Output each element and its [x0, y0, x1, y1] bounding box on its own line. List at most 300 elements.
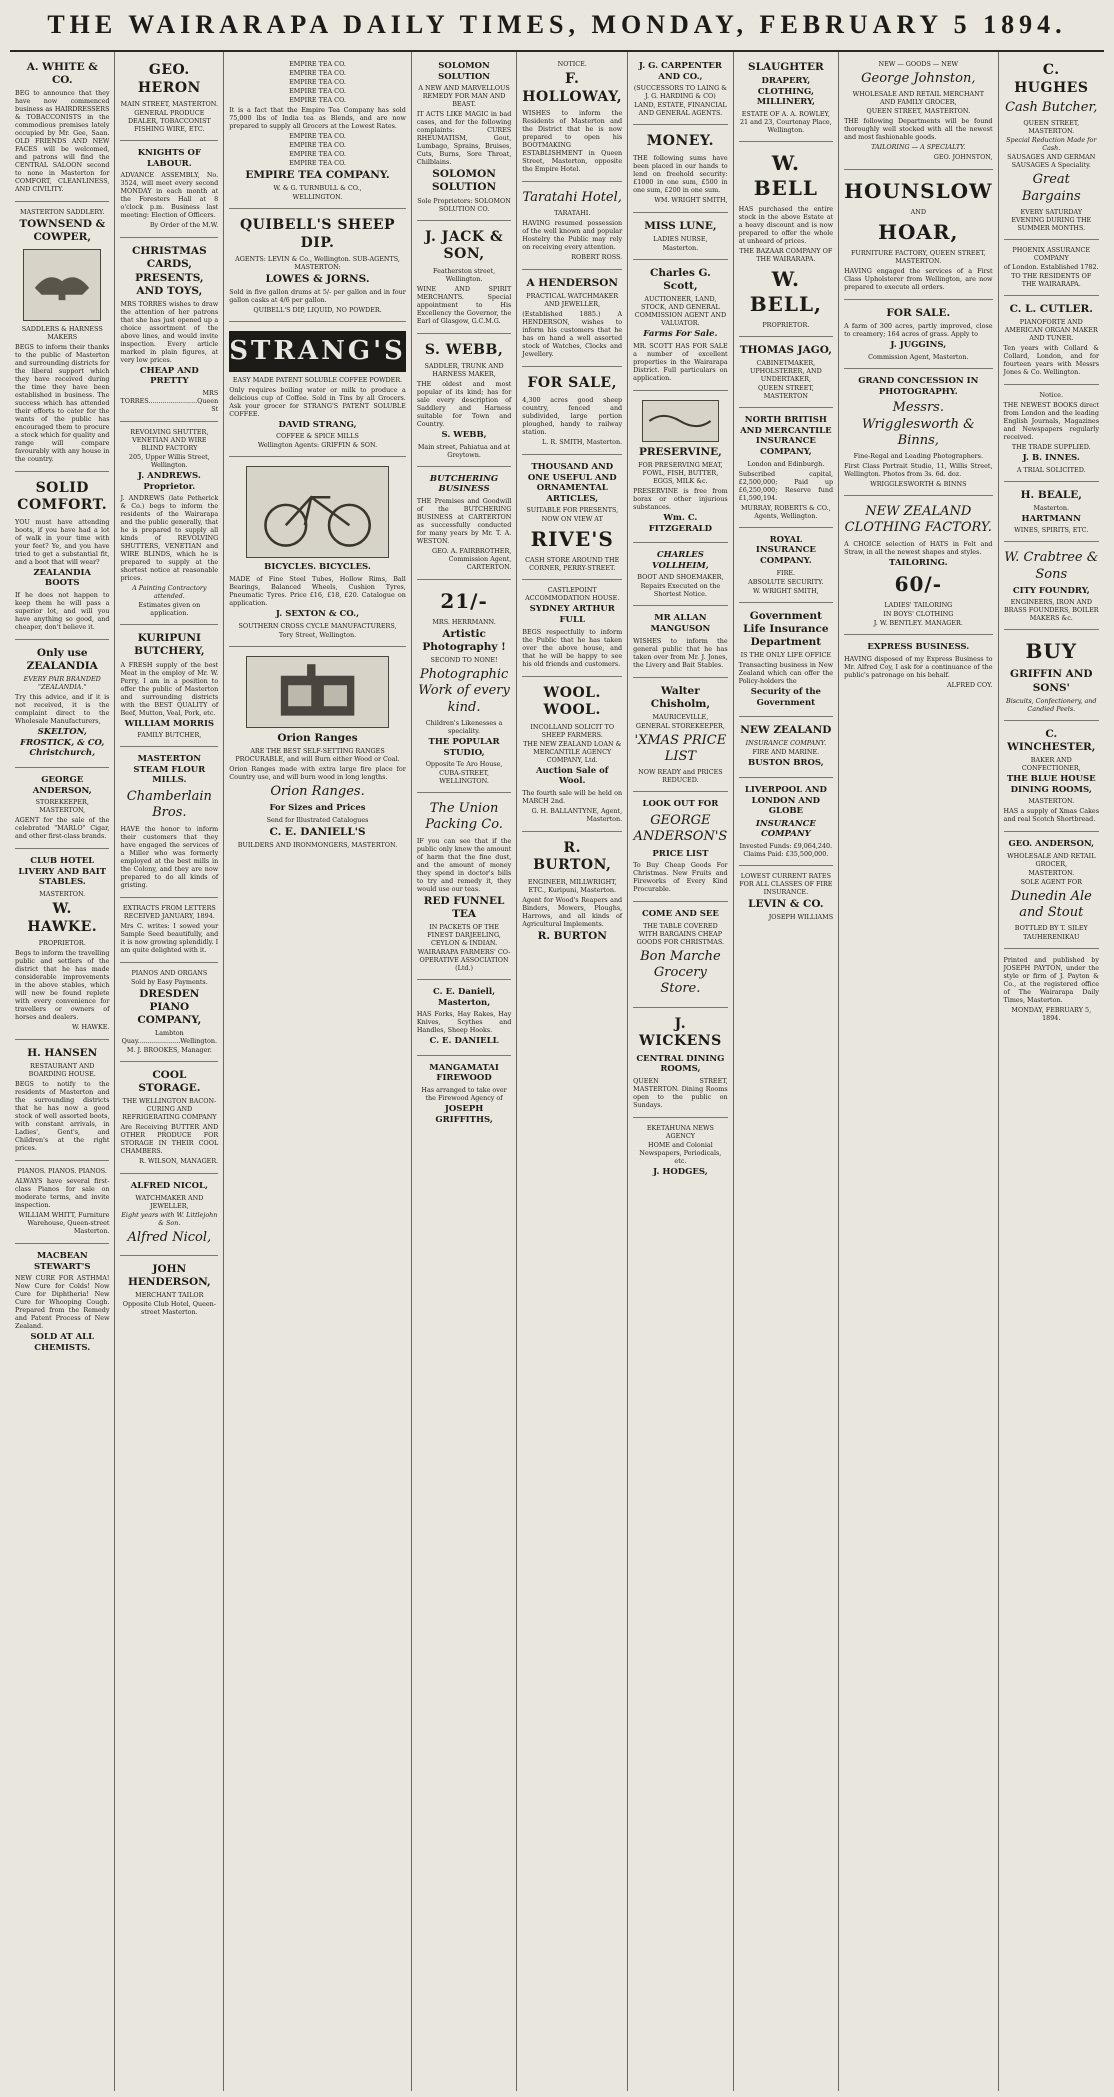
column-6: [628, 52, 733, 2091]
ad-repeat: EMPIRE TEA CO.: [289, 159, 346, 167]
ad-body: ABSOLUTE SECURITY.: [748, 577, 824, 586]
ad-phoenix-assurance: [1004, 240, 1099, 296]
ad-title: FOR SALE,: [527, 375, 617, 392]
ad-city: BUILDERS AND IRONMONGERS, MASTERTON.: [237, 840, 398, 849]
ad-notice-books: [1004, 385, 1099, 482]
ad-sign: ROBERT ROSS.: [571, 253, 623, 262]
ad-body: ADVANCE ASSEMBLY, No. 3524, will meet every second MONDAY in each month at the Foresters Hall at 8 o'clock p.m. Business last meeting: Election of Officers.: [120, 171, 219, 220]
ad-city: WELLINGTON.: [292, 193, 343, 202]
ad-title: The Union Packing Co.: [425, 801, 503, 833]
ad-body: It is a fact that the Empire Tea Company has sold 75,000 lbs of India tea as Blends, and are now prepared to supply all Grocers at the Lowest Rates.: [229, 106, 406, 130]
bicycle-illustration: [246, 466, 389, 558]
ad-name: R. BURTON: [537, 929, 607, 942]
ad-name: WILLIAM MORRIS: [124, 718, 215, 729]
ad-sub: PRICE LIST: [652, 848, 709, 859]
ad-name: SYDNEY ARTHUR FULL: [529, 604, 615, 625]
ad-repeat: EMPIRE TEA CO.: [289, 150, 346, 158]
ad-bicycles: [229, 457, 406, 646]
ad-sub: FURNITURE FACTORY, QUEEN STREET, MASTERTON.: [851, 249, 986, 266]
ad-body: ALWAYS have several first-class Pianos for sale on moderate terms, and invite inspection.: [15, 1177, 110, 1210]
ad-revolving-shutter: [120, 422, 218, 625]
ad-body: QUEEN STREET, MASTERTON. Dining Rooms open to the public on Sundays.: [633, 1076, 728, 1109]
ad-body: Mrs C. writes: I sowed your Sample Seed beautifully, and it is now growing splendidly. I am quite delighted with it.: [120, 921, 219, 954]
ad-sign: L. R. SMITH, Masterton.: [542, 437, 623, 446]
ad-sub: ARE THE BEST SELF-SETTING RANGES PROCURABLE, and will Burn either Wood or Coal.: [235, 746, 400, 763]
ad-griffin-sons: [1004, 630, 1099, 720]
ad-sub: LADIES NURSE,: [653, 234, 708, 243]
ad-body: AGENT for the sale of the celebrated "MARLO" Cigar, and other first-class brands.: [15, 816, 110, 841]
ad-name: SKELTON, FROSTICK, & CO, Christchurch,: [20, 727, 105, 759]
ad-rives: [522, 455, 622, 581]
ad-title: QUIBELL'S SHEEP DIP.: [239, 217, 396, 251]
ad-a-white: [15, 54, 109, 202]
ad-city: QUEEN STREET, MASTERTON: [758, 384, 814, 401]
ad-miss-lune: [633, 213, 727, 260]
column-8: [839, 52, 998, 2091]
ad-butchering-business: [417, 467, 511, 580]
ad-herrmann-photography: [417, 580, 511, 793]
ad-sub: 205, Upper Willis Street, Wellington.: [128, 453, 210, 469]
ad-repeat: EMPIRE TEA CO.: [289, 69, 346, 77]
ad-solid-comfort: [15, 472, 109, 640]
masthead: THE WAIRARAPA DAILY TIMES, MONDAY, FEBRUARY 5 1894.: [10, 10, 1104, 52]
ad-title: NEW ZEALAND CLOTHING FACTORY.: [844, 504, 992, 536]
ad-sub: WATCHMAKER AND JEWELLER,: [135, 1193, 204, 1210]
ad-title: BUY: [1025, 639, 1078, 664]
ad-sub: SUITABLE FOR PRESENTS,: [526, 506, 619, 515]
ad-sub: RED FUNNEL TEA: [423, 894, 505, 920]
ad-title: THOMAS JAGO,: [739, 344, 832, 356]
ad-sign: G. H. BALLANTYNE, Agent, Masterton.: [531, 806, 623, 823]
ad-sub: SADDLERS & HARNESS MAKERS: [21, 324, 103, 341]
ad-sub: Special Reduction Made for Cash.: [1006, 136, 1097, 153]
ad-body: A FRESH supply of the best Meat in the employ of Mr. W. Perry, I am in a position to offer the public of Masterton and surrounding districts with the BEST QUALITY of Beef, Mutton, Veal, Pork, etc.: [120, 660, 219, 717]
ad-sign: GEO. JOHNSTON,: [933, 153, 993, 162]
ad-body: SOLE AGENT FOR: [1020, 877, 1082, 886]
columns: [10, 52, 1104, 2091]
ad-sub: PIANOFORTE AND AMERICAN ORGAN MAKER AND TUNER.: [1004, 317, 1098, 342]
ad-geo-anderson-grocer: [1004, 832, 1099, 949]
ad-title: NEW ZEALAND: [740, 724, 832, 737]
ad-title: LIVERPOOL AND LONDON AND GLOBE: [744, 784, 827, 817]
ad-name: MRS. HERRMANN.: [432, 617, 496, 626]
ad-title: NORTH BRITISH AND MERCANTILE INSURANCE COMPANY,: [740, 415, 832, 457]
banner-icon: [646, 403, 714, 439]
ad-city: QUEEN STREET, MASTERTON.: [866, 107, 971, 116]
ad-quibell-dip: [229, 209, 406, 322]
ad-title: DRESDEN PIANO COMPANY,: [137, 987, 202, 1026]
ad-charles-scott: [633, 260, 727, 391]
column-7: [734, 52, 839, 2091]
ad-body: (Established 1885.) A HENDERSON, wishes to inform his customers that he has on hand a well assorted stock of Watches, Clocks and Jewellery.: [522, 310, 623, 359]
ad-dresden-piano: [120, 963, 218, 1062]
ad-script: Dunedin Ale and Stout: [1010, 888, 1092, 920]
ad-title: W. BELL: [753, 151, 818, 200]
saddle-icon: [28, 253, 96, 316]
ad-cool-storage: [120, 1062, 218, 1174]
ad-preservine: [633, 391, 727, 543]
ad-foot: SOLD AT ALL CHEMISTS.: [30, 1332, 95, 1353]
ad-title: REVOLVING SHUTTER, VENETIAN AND WIRE BLIND FACTORY: [130, 428, 209, 452]
ad-title: SLAUGHTER: [748, 61, 824, 73]
ad-foot: IN BOYS' CLOTHING: [883, 610, 954, 619]
ad-liverpool-london: [739, 778, 833, 866]
ad-sub: ZEALANDIA BOOTS: [33, 567, 92, 589]
ad-body: 4,300 acres good sheep country, fenced and subdivided, large portion ploughed, handy to railway station.: [522, 395, 623, 436]
ad-mangamatai-firewood: [417, 1056, 511, 1134]
ad-body: THE NEWEST BOOKS direct from London and the leading English Journals, Magazines and Newspapers regularly received.: [1003, 400, 1099, 441]
ad-body-2: If he does not happen to keep them he will pass a superior lot, and will you have anything so good, and cheaper, don't believe it.: [15, 590, 110, 631]
ad-for-sale-land: [522, 367, 622, 455]
ad-tailoring: TAILORING — A SPECIALTY.: [871, 143, 966, 152]
ad-studio: THE POPULAR STUDIO,: [428, 736, 500, 758]
ad-studio-sub: Opposite Te Aro House,: [425, 760, 503, 769]
ad-title: ALFRED NICOL,: [130, 1181, 208, 1192]
ad-taratahi-hotel: [522, 182, 622, 270]
ad-body: NOW ON VIEW AT: [541, 515, 603, 524]
ad-foot: QUIBELL'S DIP, LIQUID, NO POWDER.: [253, 306, 382, 315]
ad-repeat: EMPIRE TEA CO.: [289, 141, 346, 149]
ad-s-webb: [417, 334, 511, 467]
ad-strangs: [229, 322, 406, 457]
ad-title: KNIGHTS OF LABOUR.: [137, 148, 201, 169]
ad-sub: TARATAHI.: [554, 209, 591, 218]
ad-body: MRS TORRES wishes to draw the attention of her patrons that she has just opened up a choice assortment of the above lines, and would invite inspection. Every article marked in plain figures, at very low prices.: [120, 299, 219, 364]
ad-sub: ENGINEER, MILLWRIGHT, ETC., Kuripuni, Masterton.: [527, 877, 617, 894]
ad-sub: EVERY PAIR BRANDED "ZEALANDIA.": [23, 675, 101, 691]
ad-title-2: HOAR,: [878, 220, 959, 245]
ad-title: J. G. CARPENTER AND CO.,: [638, 61, 722, 82]
ad-name: Sole Proprietors: SOLOMON SOLUTION CO.: [417, 196, 511, 213]
ad-title: Taratahi Hotel,: [522, 190, 622, 205]
ad-body: THE following Departments will be found thoroughly well stocked with all the newest and most fashionable goods.: [844, 117, 993, 142]
ad-sub: W. & G. TURNBULL & CO.,: [273, 184, 362, 193]
saddle-illustration: [23, 249, 101, 321]
ad-george-anderson: [15, 768, 109, 849]
ad-sub: A NEW AND MARVELLOUS REMEDY FOR MAN AND BEAST.: [418, 84, 510, 109]
ad-sign: By Order of the M.W.: [149, 221, 219, 230]
ad-body: HAVE the honor to inform their customers that they have engaged the services of a Miller who was formerly employed at the best mills in the Colony, and they are now prepared to do all kinds of gristing.: [120, 824, 219, 889]
ad-c-hughes: [1004, 54, 1099, 240]
ad-title: COOL STORAGE.: [138, 1068, 201, 1094]
ad-new-zealand-insurance: [739, 717, 833, 778]
ad-name: J. JUGGINS,: [890, 340, 947, 351]
ad-alfred-nicol: [120, 1174, 218, 1256]
ad-name: DAVID STRANG,: [278, 419, 357, 430]
ad-knights-labour: [120, 141, 218, 238]
ad-title: W. Crabtree & Sons: [1004, 550, 1099, 582]
ad-price: 21/-: [440, 588, 488, 613]
ad-title: LOWEST CURRENT RATES FOR ALL CLASSES OF FIRE INSURANCE.: [739, 872, 833, 896]
ad-body: Try this advice, and if it is not received, it is the complaint direct to the Wholesale Manufacturers,: [15, 693, 110, 725]
ad-title: MR ALLAN MANGUSON: [650, 613, 711, 634]
ad-title: BICYCLES. BICYCLES.: [264, 562, 371, 573]
ad-title: SOLID COMFORT.: [17, 479, 108, 513]
ad-body: Photographic Work of every kind.: [418, 667, 510, 715]
ad-city: MASTERTON.: [1028, 797, 1075, 806]
ad-zealandia: [15, 640, 109, 768]
ad-title: MISS LUNE,: [644, 219, 717, 232]
ad-sub: SOUTHERN CROSS CYCLE MANUFACTURERS,: [238, 621, 397, 630]
ad-sub: IS THE ONLY LIFE OFFICE: [740, 650, 832, 659]
ad-body: Repairs Executed on the Shortest Notice.: [640, 582, 721, 599]
column-2: [115, 52, 224, 2091]
ad-city: MASTERTON.: [1028, 868, 1075, 877]
ad-name: ALFRED COY.: [947, 680, 993, 689]
ad-amp: AND: [910, 208, 926, 217]
ad-name: J. B. INNES.: [1022, 452, 1080, 463]
ad-body: HAS Forks, Hay Rakes, Hay Knives, Scythes and Handles, Sheep Hooks.: [416, 1010, 512, 1035]
ad-body: SAUSAGES AND GERMAN SAUSAGES A Speciality.: [1007, 153, 1096, 170]
ad-foot: Send for Illustrated Catalogues: [266, 815, 369, 824]
ad-sub: FAMILY BUTCHER,: [137, 731, 202, 740]
ad-body: TO THE RESIDENTS OF THE WAIRARAPA.: [1011, 271, 1092, 288]
ad-geo-heron: [120, 54, 218, 141]
ad-script: Chamberlain Bros.: [126, 789, 212, 821]
ad-body: YOU must have attending boots, if you have had a lot of walk in your time with your feet? Ye, and you have tried to get a substantial fit, and a boot that will wear?: [15, 517, 110, 566]
imprint-date: MONDAY, FEBRUARY 5, 1894.: [1011, 1006, 1092, 1023]
ad-sub: THE TABLE COVERED WITH BARGAINS CHEAP GOODS FOR CHRISTMAS.: [636, 921, 725, 946]
ad-title: PHOENIX ASSURANCE COMPANY: [1012, 245, 1091, 262]
ad-city: MASTERTON.: [39, 890, 86, 898]
ad-sub: INSURANCE COMPANY: [755, 818, 816, 840]
bicycle-icon: [254, 472, 381, 553]
ad-sub: PROPRIETOR.: [38, 939, 86, 947]
ad-kicker: GRAND CONCESSION IN PHOTOGRAPHY.: [858, 376, 979, 397]
ad-sub: Fine-Regal and Leading Photographers.: [853, 452, 983, 460]
column-4: [412, 52, 517, 2091]
ad-body: HOME and Colonial Newspapers, Periodicals, etc.: [639, 1140, 722, 1165]
ad-sub: CABINETMAKER, UPHOLSTERER, AND UNDERTAKER,: [749, 359, 822, 384]
ad-sub: INSURANCE COMPANY.: [745, 739, 827, 748]
ad-body: Has arranged to take over the Firewood Agency of: [421, 1086, 507, 1102]
ad-hounslow-hoar: [844, 170, 992, 300]
ad-sub: CHEAP AND PRETTY: [139, 365, 199, 387]
ad-body: WINES, SPIRITS, ETC.: [1014, 526, 1089, 535]
ad-sign: JOSEPH WILLIAMS: [768, 913, 834, 922]
ad-j-wickens: [633, 1008, 727, 1118]
ad-sign: Estimates given on application.: [138, 601, 201, 618]
ad-club-hotel: [15, 849, 109, 1040]
ad-flour-mills: [120, 747, 218, 897]
ad-sub: AUCTIONEER, LAND, STOCK, AND GENERAL COMMISSION AGENT AND VALUATOR.: [634, 295, 727, 328]
ad-macbean: [15, 1244, 109, 1362]
ad-foot: CASH STORE AROUND THE CORNER, PERRY-STREET.: [525, 556, 620, 573]
ad-name: W. HAWKE.: [27, 901, 98, 935]
ad-title: HOUNSLOW: [844, 179, 993, 204]
ad-w-crabtree: [1004, 542, 1099, 630]
ad-body: Biscuits, Confectionery, and Candied Peels.: [1006, 696, 1097, 713]
ad-name: LEVIN & CO.: [748, 898, 824, 910]
ad-name: M. J. BROOKES, Manager.: [126, 1045, 212, 1054]
ad-title: Only use ZEALANDIA: [26, 646, 98, 672]
ad-city: Tory Street, Wellington.: [278, 630, 357, 639]
ad-body: BEG to announce that they have now commenced business as HAIRDRESSERS & TOBACCONISTS in the commodious premises lately occupied by Mr. Gee, Saan. OLD FRIENDS AND NEW FACES will be welcomed, and patrons will find the CENTRAL SALOON second to none in Masterton for COMFORT, CLEANLINESS, AND CIVILITY.: [15, 89, 110, 194]
ad-repeat: EMPIRE TEA CO.: [289, 87, 346, 95]
ad-h-hansen: [15, 1040, 109, 1161]
imprint-body: Printed and published by JOSEPH PAYTON, under the style or firm of J. Payton & Co., at the registered office of The Wairarapa Daily Times, Masterton.: [1003, 956, 1099, 1005]
ad-body: To Buy Cheap Goods For Christmas. New Fruits and Fireworks of Every Kind Procurable.: [633, 861, 728, 894]
ad-sub: SADDLER, TRUNK AND HARNESS MAKER,: [424, 362, 504, 378]
ad-name: C. E. DANIELL'S: [269, 825, 366, 838]
ad-name: WAIRARAPA FARMERS' CO-OPERATIVE ASSOCIATION (Ltd.): [417, 947, 511, 972]
ad-title: Orion Ranges: [277, 731, 358, 744]
ad-body: IT ACTS LIKE MAGIC in bad cases, and for the following complaints: CURES RHEUMATISM, Gout, Lumbago, Sprains, Bruises, Cuts, Burns, Sore Throat, Chilblains.: [416, 110, 512, 167]
ad-name: BUSTON BROS,: [748, 758, 824, 769]
ad-title: GEO. ANDERSON,: [1008, 839, 1095, 850]
ad-christmas-cards: [120, 238, 218, 422]
ad-north-british: [739, 408, 833, 528]
ad-name: LOWES & JORNS.: [265, 273, 370, 286]
ad-title: EXPRESS BUSINESS.: [867, 642, 970, 653]
ad-title: COME AND SEE: [641, 909, 719, 920]
ad-sign: R. WILSON, MANAGER.: [139, 1157, 219, 1166]
ad-title: H. HANSEN: [27, 1047, 98, 1059]
ad-body: BEGS to inform their thanks to the public of Masterton and surrounding districts for the liberal support which they have received during the time they have been established in business. The success which has attended their efforts to cater for the wants of the public has encouraged them to procure a stock which for quality and range will compare favourably with any house in the country.: [15, 342, 110, 463]
ad-foot: Main street, Pahiatua and at Greytown.: [417, 442, 511, 459]
ad-sign: THE TRADE SUPPLIED.: [1011, 442, 1091, 451]
ad-name: JOSEPH GRIFFITHS,: [435, 1104, 493, 1125]
ad-royal-insurance: [739, 528, 833, 603]
ad-sign: For Sizes and Prices: [269, 803, 366, 813]
ad-allan-manguson: [633, 606, 727, 677]
ad-sub: Featherston street, Wellington.: [433, 266, 496, 283]
ad-title: C. HUGHES: [1014, 62, 1089, 96]
ad-name: MURRAY, ROBERTS & CO., Agents, Wellington.: [741, 503, 831, 520]
ad-script: Alfred Nicol,: [127, 1229, 212, 1245]
ad-sub: FOR PRESERVING MEAT, FOWL, FISH, BUTTER, EGGS, MILK &c.: [638, 460, 723, 485]
ad-name: Wm. C. FITZGERALD: [648, 512, 713, 534]
ad-sub-2: IN PACKETS OF THE FINEST DARJEELING, CEYLON & INDIAN.: [427, 922, 501, 947]
ad-title: EXTRACTS FROM LETTERS RECEIVED JANUARY, 1894.: [122, 903, 216, 920]
ad-title: Government Life Insurance Department: [743, 609, 829, 648]
ad-body: Farms For Sale.: [643, 329, 718, 340]
ad-title: KURIPUNI BUTCHERY,: [134, 632, 205, 658]
ad-city: QUEEN STREET, MASTERTON.: [1023, 119, 1080, 136]
ad-body: ESTATE OF A. A. ROWLEY, 21 and 23, Courtenay Place, Wellington.: [739, 110, 832, 134]
ad-name: J. ANDREWS. Proprietor.: [137, 471, 201, 492]
ad-body: NEW CURE FOR ASTHMA! Now Cure for Colds! Now Cure for Diphtheria! New Cure for Whooping Cough. Prepared from the Remedy and Patent Process of New Zealand.: [15, 1274, 110, 1331]
ad-holloway: [522, 54, 622, 182]
ad-title: EKETAHUNA NEWS AGENCY: [646, 1123, 714, 1140]
ad-script: Bon Marche Grocery Store.: [640, 948, 721, 997]
ad-title: S. WEBB,: [424, 341, 504, 358]
ad-body: Ten years with Collard & Collard, London, and for fourteen years with Messrs Jones & Co. Wellington.: [1003, 343, 1099, 376]
ad-title: MANGAMATAI FIREWOOD: [429, 1062, 499, 1084]
ad-body: Eight years with W. Littlejohn & Son.: [121, 1210, 218, 1227]
ad-money: [633, 125, 727, 213]
ad-sub: BOOT AND SHOEMAKER,: [637, 573, 724, 582]
ad-script: Security of the Government: [750, 686, 821, 708]
ad-title: J. JACK & SON,: [425, 228, 504, 262]
ad-repeat: EMPIRE TEA CO.: [289, 132, 346, 140]
ad-c-winchester: [1004, 721, 1099, 833]
ad-bargains: Great Bargains: [1021, 172, 1081, 204]
ad-charles-vollheim: [633, 543, 727, 606]
ad-body: MADE of Fine Steel Tubes, Hollow Rims, Ball Bearings, Balanced Wheels, Cushion Tyres, Pneumatic Tyres. Price £16, £18, £20. Catalogue on application.: [229, 575, 406, 607]
ad-sub: CENTRAL DINING ROOMS,: [636, 1053, 725, 1075]
ad-title: Charles G. Scott,: [649, 266, 711, 292]
ad-title: MASTERTON STEAM FLOUR MILLS.: [133, 754, 206, 786]
ad-sign: LADIES' TAILORING: [884, 601, 953, 610]
ad-body: Invested Funds: £9,064,240. Claims Paid: £35,500,000.: [739, 842, 833, 858]
ad-john-henderson: [120, 1256, 218, 1323]
stove-icon: [254, 660, 381, 723]
ad-title: Notice.: [1039, 390, 1063, 399]
ad-hartmann: HARTMANN: [1021, 513, 1081, 524]
ad-fire-insurance: [739, 866, 833, 929]
ad-title: STRANG'S: [229, 331, 406, 372]
ad-h-beale: [1004, 482, 1099, 543]
ad-orion-ranges: [229, 647, 406, 856]
column-3: [224, 52, 412, 2091]
ad-eketahuna-news: [633, 1118, 727, 1186]
ad-city: CUBA-STREET, WELLINGTON.: [439, 769, 489, 786]
ad-pianos: [15, 1161, 109, 1244]
ad-title: Artistic Photography !: [422, 627, 506, 653]
ad-body: The fourth sale will be held on MARCH 2nd.: [522, 788, 623, 805]
ad-empire-tea: [229, 54, 406, 209]
ad-title: SOLOMON SOLUTION: [438, 61, 491, 82]
ad-name: J. W. BENTLEY. MANAGER.: [873, 619, 963, 628]
ad-body: FIRE AND MARINE.: [752, 748, 820, 757]
ad-kicker: MASTERTON SADDLERY.: [19, 208, 105, 217]
ad-sub: Masterton.: [1033, 503, 1070, 512]
ad-sub: CITY FOUNDRY,: [1012, 585, 1090, 596]
ad-body: HAVING resumed possession of the well known and popular Hostelry the Public may rely on receiving every attention.: [522, 219, 623, 252]
ad-solomon-solution: [417, 54, 511, 221]
ad-title: A HENDERSON: [526, 277, 618, 290]
ad-body: First Class Portrait Studio, 11, Willis Street, Wellington. Photos from 3s. 6d. doz.: [844, 462, 993, 478]
ad-thomas-jago: [739, 337, 833, 408]
ad-title: CHARLES VOLLHEIM,: [652, 550, 709, 571]
ad-government-life: [739, 603, 833, 718]
ad-body: J. ANDREWS (late Petherick & Co.) begs to inform the residents of the Wairarapa and the public generally, that he is prepared to supply all kinds of REVOLVING SHUTTERS, VENETIAN and WIRE BLINDS, which he is prepared to supply at the shortest notice at reasonable prices.: [120, 494, 219, 583]
ad-sign: WM. WRIGHT SMITH,: [654, 195, 728, 204]
ad-price-list: 'XMAS PRICE LIST: [634, 732, 727, 765]
ad-price: 60/-: [894, 572, 943, 597]
ad-title: WOOL. WOOL.: [543, 684, 601, 719]
ad-kuripuni-butchery: [120, 625, 218, 747]
ad-sub: RESTAURANT AND BOARDING HOUSE.: [28, 1062, 96, 1079]
ad-body: ENGINEERS, IRON AND BRASS FOUNDERS, BOILER MAKERS &c.: [1003, 598, 1099, 623]
ad-title: LOOK OUT FOR: [642, 799, 719, 810]
ad-name: C. E. DANIELL: [429, 1036, 499, 1047]
ad-price-list-body: NOW READY and PRICES REDUCED.: [638, 768, 723, 785]
ad-foot: PROPRIETOR.: [762, 321, 810, 329]
ad-body-2: Sold in five gallon drums at 5/- per gallon and in four gallon casks at 4/6 per gallon.: [229, 288, 406, 305]
ad-title: A. WHITE & CO.: [26, 61, 98, 87]
ad-body: HAVING disposed of my Express Business to Mr. Alfred Coy, I ask for a continuance of the public's patronage on his behalf.: [844, 654, 993, 679]
ad-j-jack-son: [417, 221, 511, 334]
ad-george-anderson-price-list: [633, 792, 727, 902]
ad-title: GEO. HERON: [137, 62, 201, 96]
ad-title: R. BURTON,: [533, 839, 612, 874]
ad-wrigglesworth: [844, 369, 992, 496]
ad-extracts: [120, 898, 218, 963]
ad-sub: THE BAZAAR COMPANY OF THE WAIRARAPA.: [739, 247, 833, 263]
ad-sub: MAIN STREET, MASTERTON.: [120, 100, 219, 108]
ad-title: ROYAL INSURANCE COMPANY.: [755, 534, 816, 566]
ad-body: Opposite Club Hotel, Queen-street Masterton.: [122, 1300, 216, 1317]
ad-body: Subscribed capital, £2,500,000; Paid up £6,250,000; Reserve fund £1,590,194.: [738, 469, 834, 502]
range-stove-illustration: [246, 656, 389, 728]
ad-body: Only requires boiling water or milk to produce a delicious cup of Coffee. Sold in Tins by all Grocers. Ask your grocer for STRANG'S PATENT SOLUBLE COFFEE.: [229, 385, 406, 418]
ad-kicker: NOTICE.: [557, 60, 587, 68]
ad-sign: GEO. A. FAIRBROTHER, Commission Agent, CARTERTON.: [432, 546, 512, 571]
ad-body: IF you can see that if the public only knew the amount of harm that the fine dust, and the amount of money they spend in doctor's bills to try and remedy it, they would use our teas.: [416, 836, 512, 893]
ad-sub: A TRIAL SOLICITED.: [1016, 465, 1086, 474]
